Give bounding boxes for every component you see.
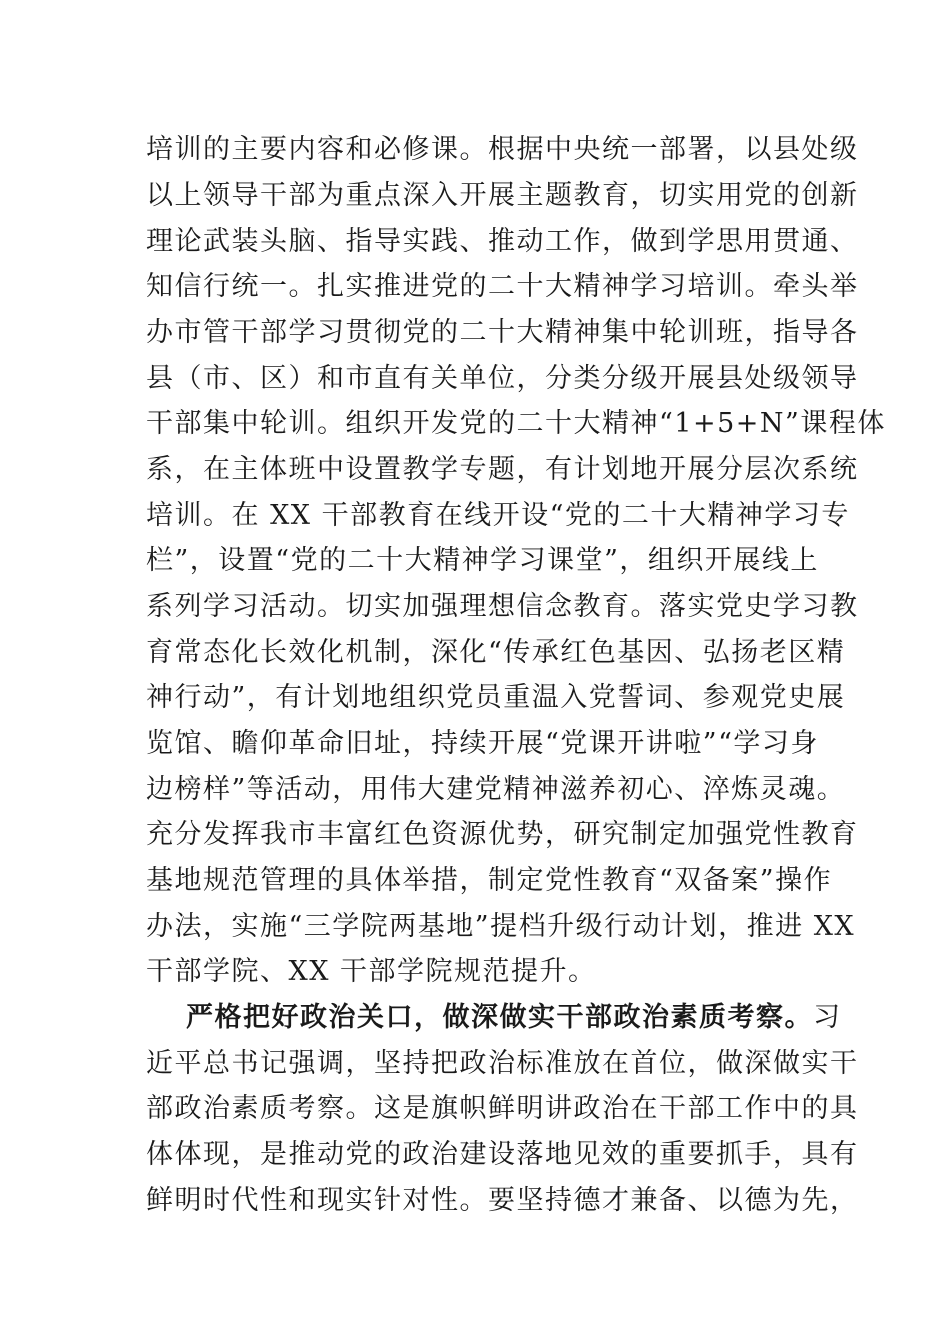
paragraph-line: 体体现，是推动党的政治建设落地见效的重要抓手，具有 — [146, 1139, 859, 1170]
paragraph-text: 习 — [813, 1002, 842, 1033]
paragraph-line: 以上领导干部为重点深入开展主题教育，切实用党的创新 — [146, 180, 859, 211]
paragraph-line: 干部集中轮训。组织开发党的二十大精神“1+5+N”课程体 — [146, 408, 886, 439]
paragraph-line: 知信行统一。扎实推进党的二十大精神学习培训。牵头举 — [146, 271, 859, 302]
paragraph-line: 神行动”，有计划地组织党员重温入党誓词、参观党史展 — [146, 682, 846, 713]
paragraph-line: 育常态化长效化机制，深化“传承红色基因、弘扬老区精 — [146, 637, 846, 668]
paragraph-heading: 严格把好政治关口，做深做实干部政治素质考察。 — [186, 1002, 813, 1033]
paragraph-line: 览馆、瞻仰革命旧址，持续开展“党课开讲啦”“学习身 — [146, 728, 819, 759]
paragraph-line: 近平总书记强调，坚持把政治标准放在首位，做深做实干 — [146, 1048, 859, 1079]
paragraph-line: 办法，实施“三学院两基地”提档升级行动计划，推进 XX — [146, 911, 856, 942]
paragraph-line: 基地规范管理的具体举措，制定党性教育“双备案”操作 — [146, 865, 833, 896]
paragraph-line: 边榜样”等活动，用伟大建党精神滋养初心、淬炼灵魂。 — [146, 774, 846, 805]
paragraph-line: 培训。在 XX 干部教育在线开设“党的二十大精神学习专 — [146, 500, 850, 531]
paragraph-line: 鲜明时代性和现实针对性。要坚持德才兼备、以德为先， — [146, 1185, 859, 1216]
paragraph-line: 系列学习活动。切实加强理想信念教育。落实党史学习教 — [146, 591, 859, 622]
paragraph-first-line — [186, 996, 842, 1040]
paragraph-line: 系，在主体班中设置教学专题，有计划地开展分层次系统 — [146, 454, 859, 485]
paragraph-line: 理论武装头脑、指导实践、推动工作，做到学思用贯通、 — [146, 226, 859, 257]
paragraph-line: 干部学院、XX 干部学院规范提升。 — [146, 956, 597, 987]
paragraph-line: 充分发挥我市丰富红色资源优势，研究制定加强党性教育 — [146, 819, 859, 850]
paragraph-line: 培训的主要内容和必修课。根据中央统一部署，以县处级 — [146, 134, 859, 165]
paragraph-line: 栏”，设置“党的二十大精神学习课堂”，组织开展线上 — [146, 545, 819, 576]
paragraph-line: 县（市、区）和市直有关单位，分类分级开展县处级领导 — [146, 363, 859, 394]
paragraph-line: 办市管干部学习贯彻党的二十大精神集中轮训班，指导各 — [146, 317, 859, 348]
paragraph-line: 部政治素质考察。这是旗帜鲜明讲政治在干部工作中的具 — [146, 1093, 859, 1124]
